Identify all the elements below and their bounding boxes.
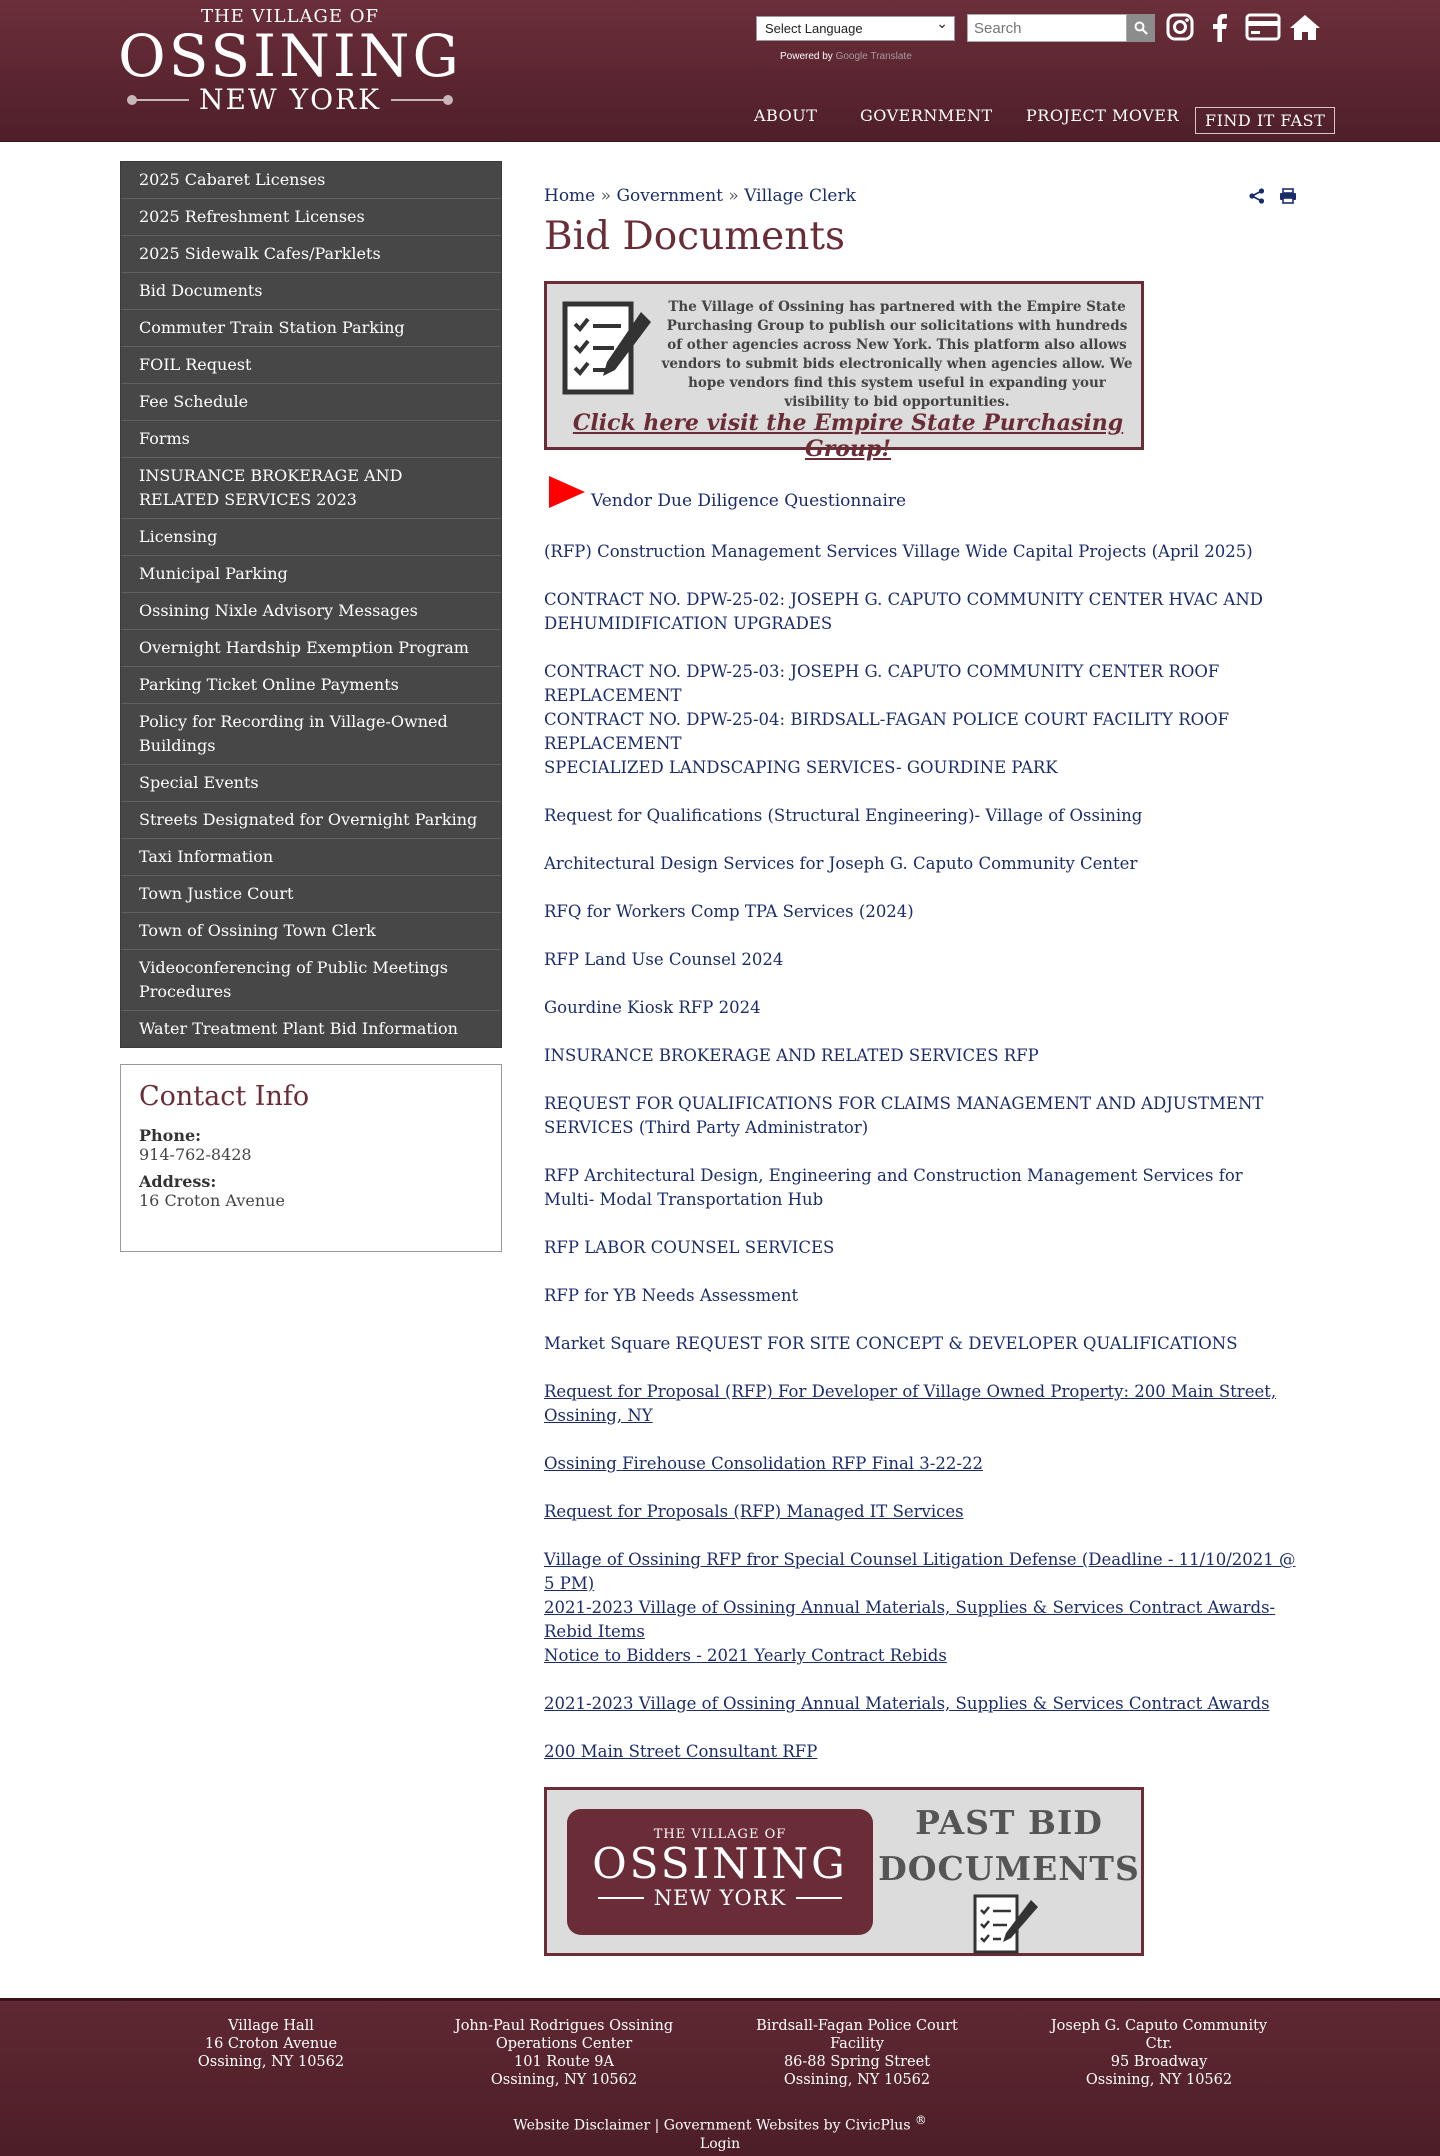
sidebar-item[interactable]: Videoconferencing of Public Meetings Procedures xyxy=(121,950,501,1011)
online-payments-link[interactable] xyxy=(1244,10,1282,44)
search-input[interactable] xyxy=(967,14,1127,42)
site-footer xyxy=(0,1998,1440,2156)
past-banner-title xyxy=(877,1800,1141,1892)
sidebar-nav xyxy=(120,161,502,1048)
login-link[interactable]: Login xyxy=(699,2135,741,2152)
sidebar-item[interactable]: Overnight Hardship Exemption Program xyxy=(121,630,501,667)
vendor-questionnaire-link[interactable]: Vendor Due Diligence Questionnaire xyxy=(591,491,907,511)
breadcrumb xyxy=(544,186,856,206)
sidebar-item[interactable]: Policy for Recording in Village-Owned Buildings xyxy=(121,704,501,765)
sidebar-item[interactable]: Parking Ticket Online Payments xyxy=(121,667,501,704)
bid-document-link[interactable]: 200 Main Street Consultant RFP xyxy=(544,1742,818,1761)
sidebar-item[interactable]: INSURANCE BROKERAGE AND RELATED SERVICES 2023 xyxy=(121,458,501,519)
search-icon xyxy=(1134,21,1148,35)
share-icon[interactable] xyxy=(1249,188,1265,204)
address-value: 16 Croton Avenue xyxy=(139,1191,285,1210)
page-title: Bid Documents xyxy=(544,214,846,259)
breadcrumb-government[interactable]: Government xyxy=(616,186,723,206)
bid-document-link[interactable]: 2021-2023 Village of Ossining Annual Materials, Supplies & Services Contract Awards xyxy=(544,1694,1270,1713)
sidebar-item[interactable]: Water Treatment Plant Bid Information xyxy=(139,1019,458,1038)
footer-line: Operations Center xyxy=(495,2036,633,2052)
sidebar-item[interactable]: Town Justice Court xyxy=(121,876,501,913)
sidebar-item[interactable]: Streets Designated for Overnight Parking xyxy=(121,802,501,839)
bid-document-link[interactable]: CONTRACT NO. DPW-25-04: BIRDSALL-FAGAN POLICE COURT FACILITY ROOF REPLACEMENT xyxy=(544,710,1230,753)
bid-document-link[interactable]: CONTRACT NO. DPW-25-02: JOSEPH G. CAPUTO COMMUNITY CENTER HVAC AND DEHUMIDIFICATION UPGRADES xyxy=(544,590,1263,633)
phone-label: Phone: xyxy=(139,1126,202,1145)
bid-document-link[interactable]: RFP LABOR COUNSEL SERVICES xyxy=(544,1238,835,1257)
bid-document-link[interactable]: Ossining Firehouse Consolidation RFP Final 3-22-22 xyxy=(544,1454,983,1473)
home-icon xyxy=(1289,13,1321,41)
powered-by-label: Powered by xyxy=(780,51,833,62)
instagram-icon xyxy=(1166,13,1194,41)
document-pencil-icon xyxy=(559,298,654,398)
bid-document-link[interactable]: CONTRACT NO. DPW-25-03: JOSEPH G. CAPUTO COMMUNITY CENTER ROOF REPLACEMENT xyxy=(544,662,1220,705)
bid-document-link[interactable]: Market Square REQUEST FOR SITE CONCEPT & DEVELOPER QUALIFICATIONS xyxy=(544,1334,1238,1353)
sidebar-item[interactable]: Commuter Train Station Parking xyxy=(121,310,501,347)
logo-line-1: THE VILLAGE OF xyxy=(200,6,380,27)
empire-state-purchasing-banner[interactable] xyxy=(544,281,1144,462)
footer-line: 16 Croton Avenue xyxy=(204,2036,338,2052)
sidebar-item[interactable]: FOIL Request xyxy=(121,347,501,384)
red-arrow-icon xyxy=(549,476,585,508)
footer-line: 95 Broadway xyxy=(1110,2054,1208,2070)
sidebar-item[interactable]: 2025 Refreshment Licenses xyxy=(121,199,501,236)
nav-find-it-fast[interactable]: FIND IT FAST xyxy=(1195,107,1335,134)
sidebar-item[interactable]: Special Events xyxy=(121,765,501,802)
sidebar-item[interactable]: Town of Ossining Town Clerk xyxy=(121,913,501,950)
footer-line: Ossining, NY 10562 xyxy=(197,2054,345,2070)
bid-document-link[interactable]: Gourdine Kiosk RFP 2024 xyxy=(544,998,761,1017)
address-label: Address: xyxy=(139,1172,217,1191)
bid-document-link[interactable]: SPECIALIZED LANDSCAPING SERVICES- GOURDINE PARK xyxy=(544,758,1058,777)
esp-banner-text: The Village of Ossining has partnered with the Empire State Purchasing Group to publish our solicitations with hundreds of other agencies across New York. This platform also allows vendors to submit bids electronically when agencies allow. We hope vendors find this system useful in expanding your visibility to bid opportunities. xyxy=(661,299,1133,410)
bid-document-link[interactable]: Architectural Design Services for Joseph G. Caputo Community Center xyxy=(544,854,1138,873)
facebook-link[interactable] xyxy=(1202,10,1236,44)
sidebar-item[interactable]: Taxi Information xyxy=(121,839,501,876)
registered-mark: ® xyxy=(914,2113,927,2127)
past-title-line-2: DOCUMENTS xyxy=(878,1849,1140,1888)
footer-bottom xyxy=(0,2111,1440,2153)
bid-document-link[interactable]: REQUEST FOR QUALIFICATIONS FOR CLAIMS MANAGEMENT AND ADJUSTMENT SERVICES (Third Party Administrator) xyxy=(544,1094,1264,1137)
footer-line: Ossining, NY 10562 xyxy=(1085,2072,1233,2088)
sidebar-item[interactable]: Licensing xyxy=(121,519,501,556)
logo-divider-right xyxy=(391,99,447,101)
past-logo-line-2: OSSINING xyxy=(592,1839,848,1888)
past-logo-divider xyxy=(796,1897,842,1899)
footer-operations-center xyxy=(444,2017,684,2089)
bid-document-link[interactable]: (RFP) Construction Management Services Village Wide Capital Projects (April 2025) xyxy=(544,542,1253,561)
civicplus-link[interactable]: Government Websites by CivicPlus xyxy=(663,2117,911,2134)
sidebar-item[interactable]: 2025 Sidewalk Cafes/Parklets xyxy=(121,236,501,273)
payment-card-icon xyxy=(1245,13,1281,41)
breadcrumb-separator: » xyxy=(728,186,739,206)
bid-document-link[interactable]: RFP for YB Needs Assessment xyxy=(544,1286,799,1305)
footer-line: Birdsall-Fagan Police Court Facility xyxy=(756,2018,958,2052)
bid-document-link[interactable]: Village of Ossining RFP fror Special Counsel Litigation Defense (Deadline - 11/10/2021 @ 5 PM) xyxy=(544,1550,1296,1593)
past-banner-logo xyxy=(567,1809,873,1935)
instagram-link[interactable] xyxy=(1163,10,1197,44)
esp-banner-link[interactable]: Click here visit the Empire State Purchasing Group! xyxy=(572,410,1124,462)
home-link[interactable] xyxy=(1288,10,1322,44)
document-pencil-icon xyxy=(971,1892,1041,1956)
bid-document-link[interactable]: Request for Qualifications (Structural Engineering)- Village of Ossining xyxy=(544,806,1143,825)
footer-line: Ossining, NY 10562 xyxy=(783,2072,931,2088)
logo-line-3: NEW YORK xyxy=(198,83,382,116)
bid-document-link[interactable]: INSURANCE BROKERAGE AND RELATED SERVICES RFP xyxy=(544,1046,1039,1065)
past-logo-divider xyxy=(598,1897,644,1899)
bid-document-link[interactable]: 2021-2023 Village of Ossining Annual Materials, Supplies & Services Contract Awards-Rebid Items xyxy=(544,1598,1276,1641)
breadcrumb-separator: » xyxy=(600,186,612,206)
language-select[interactable]: Select Language ⌄ xyxy=(756,16,955,41)
powered-by-google xyxy=(780,51,912,62)
past-title-line-1: PAST BID xyxy=(915,1803,1103,1842)
bid-document-link[interactable]: Notice to Bidders - 2021 Yearly Contract Rebids xyxy=(544,1646,947,1665)
translate-label[interactable]: Translate xyxy=(870,51,912,62)
past-logo-line-3: NEW YORK xyxy=(653,1886,787,1910)
bid-document-link[interactable]: Request for Proposals (RFP) Managed IT Services xyxy=(544,1502,964,1521)
footer-village-hall xyxy=(171,2017,371,2071)
logo-divider-left xyxy=(133,99,189,101)
google-label: Google xyxy=(835,51,868,62)
footer-line: 86-88 Spring Street xyxy=(783,2054,931,2070)
phone-value: 914-762-8428 xyxy=(139,1145,252,1164)
sidebar-item[interactable]: Ossining Nixle Advisory Messages xyxy=(121,593,501,630)
bid-document-link[interactable]: RFP Architectural Design, Engineering and Construction Management Services for Multi- Modal Transportation Hub xyxy=(544,1166,1243,1209)
facebook-icon xyxy=(1210,12,1228,42)
footer-community-center xyxy=(1039,2017,1279,2089)
sidebar-item[interactable]: Forms xyxy=(121,421,501,458)
footer-police-court xyxy=(727,2017,987,2089)
bid-document-link[interactable]: Request for Proposal (RFP) For Developer of Village Owned Property: 200 Main Street, Ossining, NY xyxy=(544,1382,1277,1425)
past-logo-line-1: THE VILLAGE OF xyxy=(653,1827,787,1842)
past-bid-documents-banner[interactable] xyxy=(544,1787,1144,1956)
footer-line: Ossining, NY 10562 xyxy=(490,2072,638,2088)
print-icon[interactable] xyxy=(1279,188,1297,204)
village-logo[interactable] xyxy=(118,4,462,126)
sidebar-item[interactable]: Fee Schedule xyxy=(121,384,501,421)
bid-document-link[interactable]: RFQ for Workers Comp TPA Services (2024) xyxy=(544,902,914,921)
search-button[interactable] xyxy=(1127,14,1155,42)
footer-separator: | xyxy=(654,2117,660,2134)
bid-document-link[interactable]: RFP Land Use Counsel 2024 xyxy=(544,950,784,969)
footer-line: Village Hall xyxy=(228,2018,314,2034)
nav-project-mover[interactable]: PROJECT MOVER xyxy=(1026,106,1180,125)
nav-about[interactable]: ABOUT xyxy=(754,106,818,125)
past-logo-line-3-wrap xyxy=(567,1886,873,1910)
sidebar-item[interactable]: Bid Documents xyxy=(121,273,501,310)
footer-links xyxy=(0,2111,1440,2135)
footer-line: John-Paul Rodrigues Ossining xyxy=(454,2018,674,2034)
breadcrumb-home[interactable]: Home xyxy=(544,186,596,206)
contact-info xyxy=(120,1064,502,1252)
sidebar-item[interactable]: 2025 Cabaret Licenses xyxy=(121,162,501,199)
contact-title: Contact Info xyxy=(139,1081,310,1112)
site-header xyxy=(0,0,1440,142)
footer-line: 101 Route 9A xyxy=(514,2054,614,2070)
nav-government[interactable]: GOVERNMENT xyxy=(860,106,993,125)
logo-line-2: OSSINING xyxy=(118,22,462,90)
sidebar-item[interactable]: Municipal Parking xyxy=(121,556,501,593)
footer-line: Joseph G. Caputo Community Ctr. xyxy=(1050,2018,1268,2052)
website-disclaimer-link[interactable]: Website Disclaimer xyxy=(513,2117,651,2134)
breadcrumb-village-clerk[interactable]: Village Clerk xyxy=(744,186,856,206)
